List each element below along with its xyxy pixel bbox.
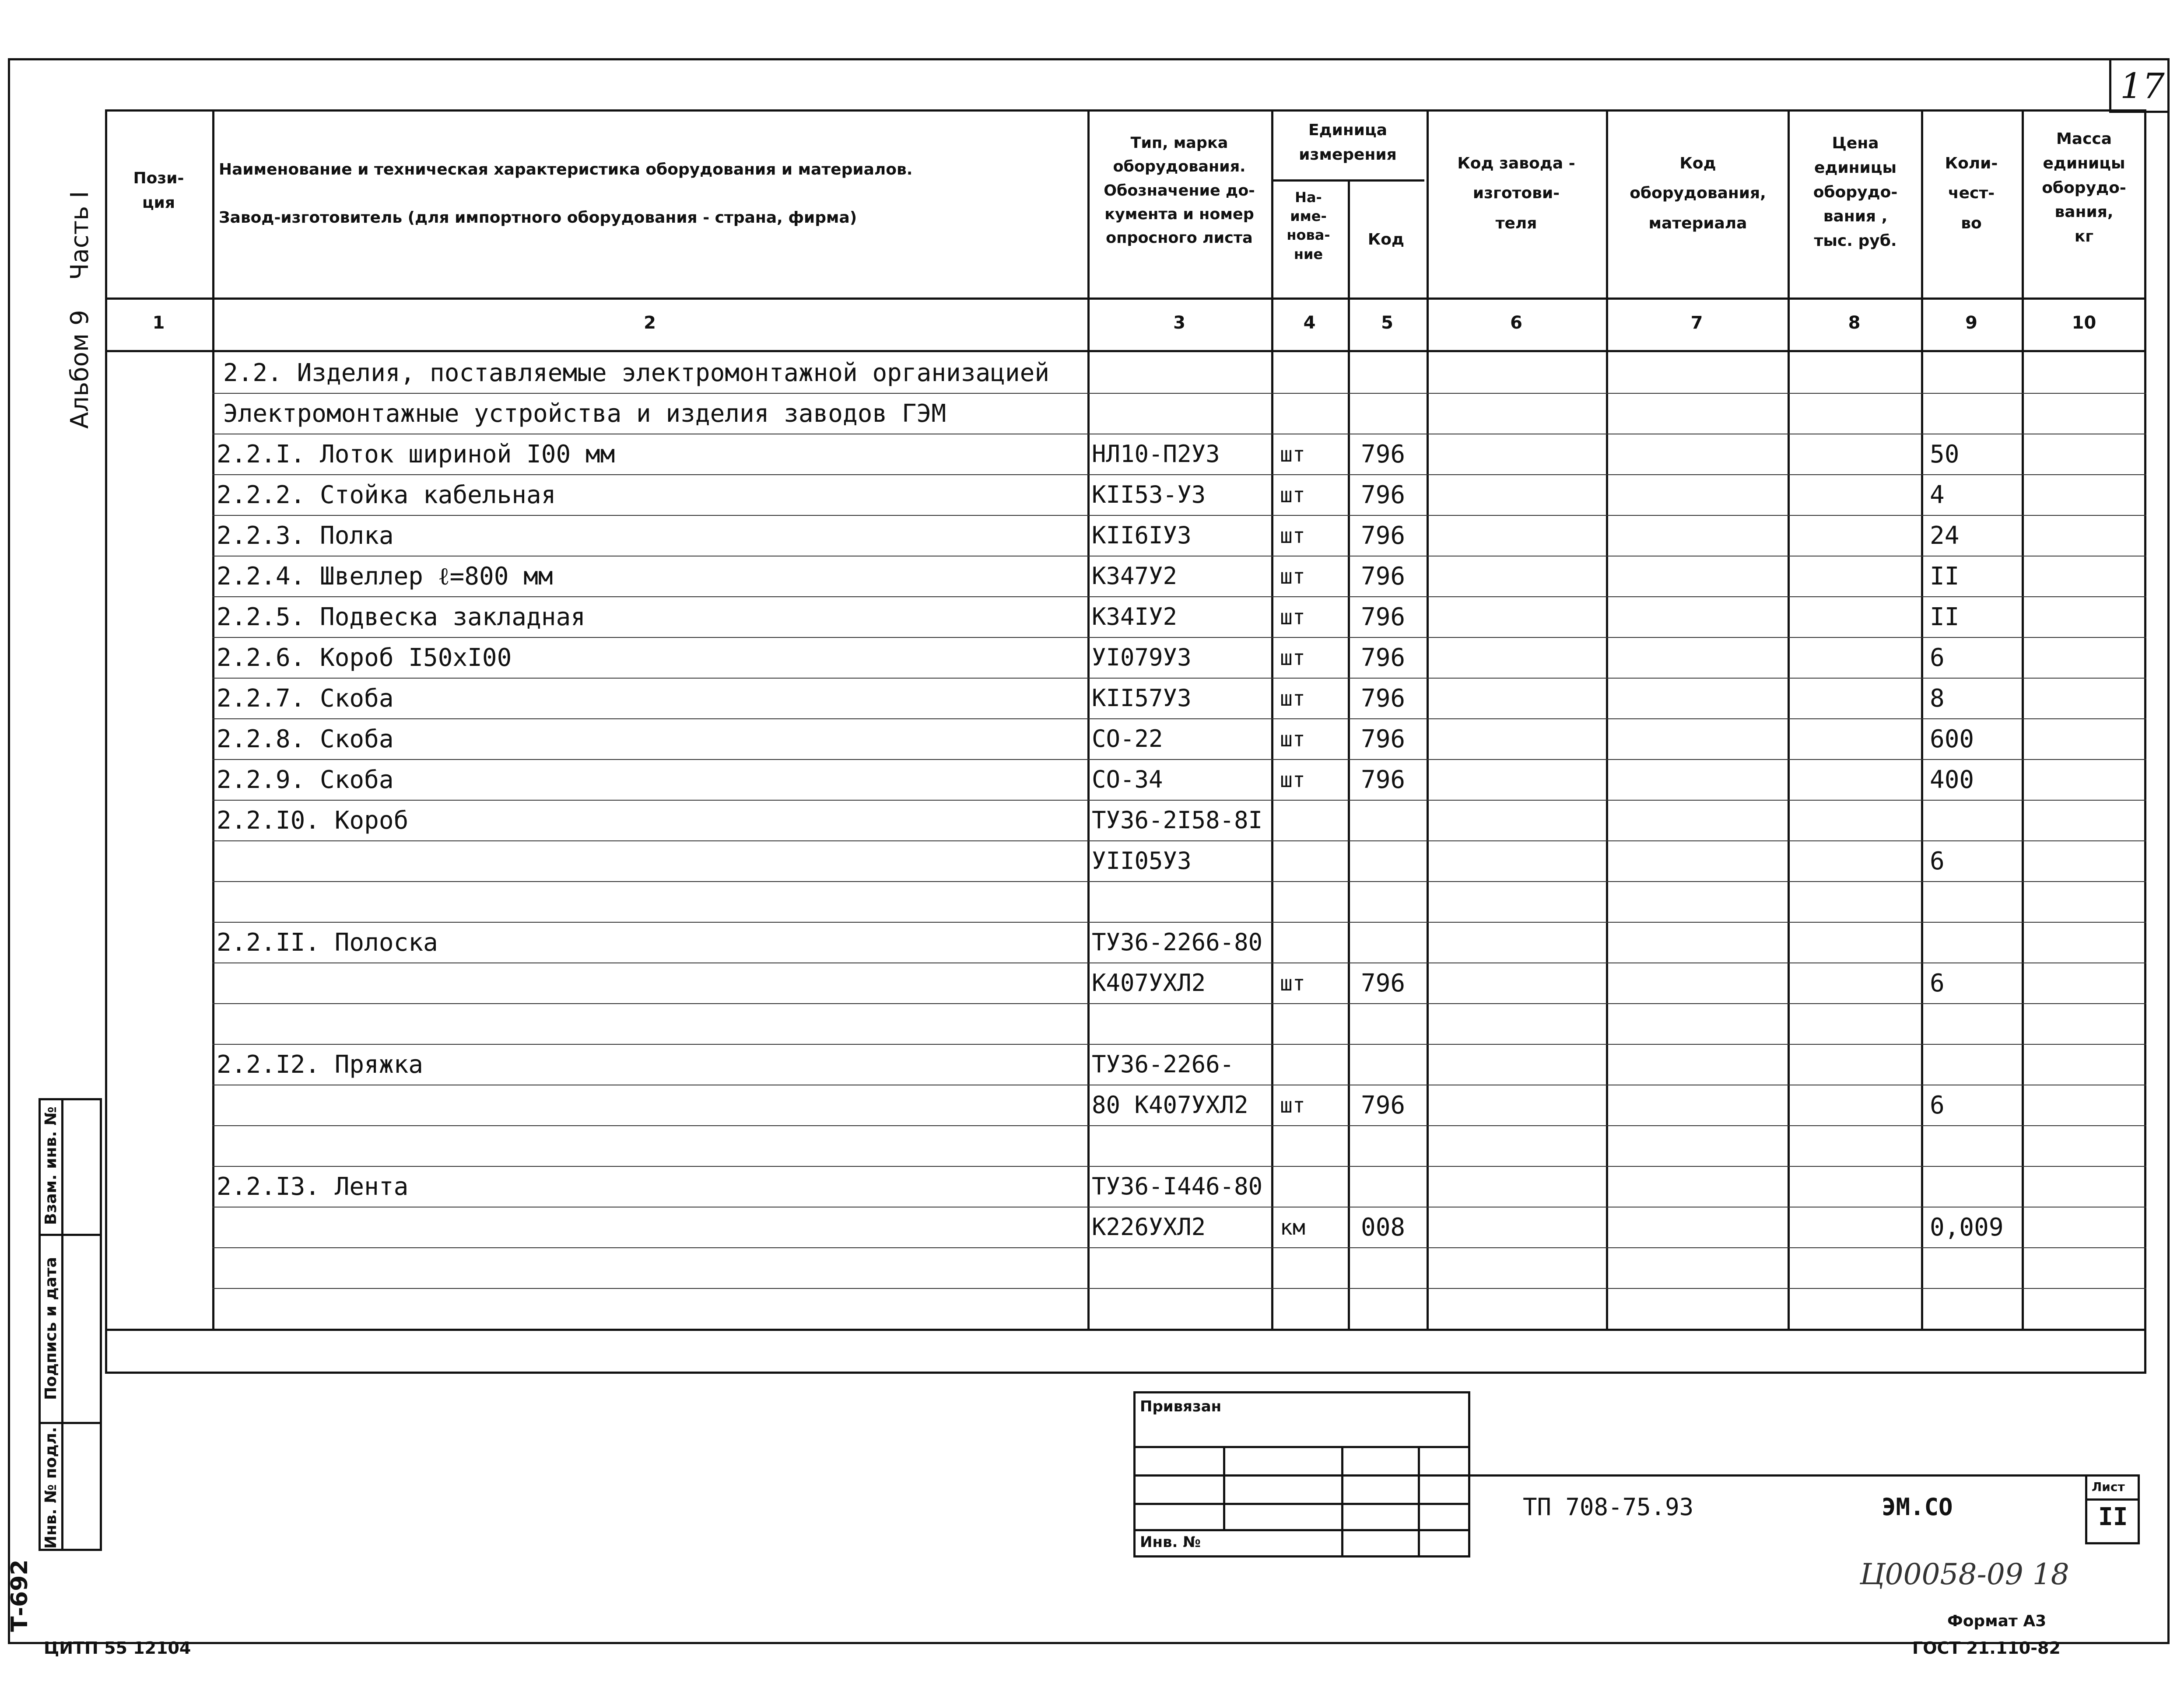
row-name: 2.2.2. Стойка кабельная (217, 481, 556, 509)
row-unit: шт (1280, 605, 1305, 630)
doc-code-box (1470, 1474, 2140, 1477)
row-type: К226УХЛ2 (1092, 1213, 1206, 1241)
row-line (212, 678, 2146, 679)
gost-label: ГОСТ 21.110-82 (1912, 1638, 2061, 1658)
row-quantity: 6 (1930, 644, 1945, 672)
row-name: 2.2.I3. Лента (217, 1172, 409, 1201)
column-number: 10 (2072, 313, 2096, 333)
row-line (212, 1125, 2146, 1126)
row-type: 80 К407УХЛ2 (1092, 1091, 1248, 1119)
bound-label: Привязан (1140, 1398, 1222, 1415)
doc-mark: ЭМ.СО (1882, 1493, 1953, 1521)
row-name: 2.2.9. Скоба (217, 766, 394, 794)
row-quantity: 0,009 (1930, 1213, 2004, 1242)
header-factory-code: Код завода - изготови- теля (1457, 154, 1575, 232)
row-line (212, 922, 2146, 923)
row-unit: шт (1280, 442, 1305, 467)
row-name: 2.2.I2. Пряжка (217, 1050, 424, 1079)
row-line (212, 800, 2146, 801)
column-number: 2 (644, 313, 656, 333)
row-quantity: 50 (1930, 440, 1960, 469)
row-type: УI079У3 (1092, 644, 1192, 671)
stamp-side-number: Т-692 (7, 1559, 33, 1632)
row-type: К34IУ2 (1092, 603, 1178, 630)
row-type: ТУ36-I446-80 (1092, 1172, 1263, 1200)
row-quantity: 24 (1930, 522, 1960, 550)
row-unit-code: 796 (1361, 440, 1406, 469)
row-unit: шт (1280, 971, 1305, 996)
row-quantity: 6 (1930, 1091, 1945, 1120)
row-type: СО-22 (1092, 725, 1163, 752)
row-name: 2.2.4. Швеллер ℓ=800 мм (217, 562, 553, 591)
row-name: 2.2.3. Полка (217, 522, 394, 550)
row-line (212, 474, 2146, 475)
row-line (212, 718, 2146, 719)
header-equipment-code: Код оборудования, материала (1630, 154, 1766, 232)
sheet-corner-number: 17 (2120, 66, 2165, 106)
header-price: Цена единицы оборудо- вания , тыс. руб. (1813, 134, 1898, 250)
row-name: 2.2.I. Лоток шириной I00 мм (217, 440, 615, 469)
row-line (212, 881, 2146, 882)
sheet-label: Лист (2092, 1480, 2125, 1494)
bound-vline (1341, 1446, 1343, 1558)
stamp-inv-replace: Взам. инв. № (42, 1106, 60, 1225)
row-quantity: 4 (1930, 481, 1945, 509)
row-unit-code: 796 (1361, 603, 1406, 631)
row-name: 2.2.II. Полоска (217, 928, 438, 957)
row-unit: шт (1280, 646, 1305, 670)
column-number: 6 (1510, 313, 1522, 333)
column-number: 9 (1965, 313, 1977, 333)
row-line (212, 515, 2146, 516)
header-type: Тип, марка оборудования. Обозначение до- кумента и номер опросного листа (1104, 134, 1255, 247)
row-type: К407УХЛ2 (1092, 969, 1206, 997)
row-unit-code: 796 (1361, 1091, 1406, 1120)
row-name: Электромонтажные устройства и изделия заводов ГЭМ (223, 399, 947, 428)
row-quantity: 600 (1930, 725, 1974, 753)
row-line (212, 596, 2146, 597)
column-number: 4 (1303, 313, 1316, 333)
bound-vline (1418, 1446, 1420, 1558)
row-unit: шт (1280, 1093, 1305, 1118)
row-type: КII6IУ3 (1092, 522, 1192, 549)
album-label: Альбом 9 (66, 310, 94, 429)
row-unit: шт (1280, 524, 1305, 548)
header-unit: Единица измерения (1299, 121, 1397, 164)
row-unit-code: 796 (1361, 522, 1406, 550)
column-number: 7 (1690, 313, 1703, 333)
row-line (212, 1166, 2146, 1167)
row-line (212, 1207, 2146, 1208)
row-unit: шт (1280, 483, 1305, 508)
row-unit: шт (1280, 686, 1305, 711)
row-name: 2.2.5. Подвеска закладная (217, 603, 585, 631)
column-number: 3 (1173, 313, 1185, 333)
table-bottom-line (105, 1329, 2146, 1331)
header-name-line1: Наименование и техническая характеристика оборудования и материалов. (219, 161, 913, 178)
row-type: ТУ36-2266-80 (1092, 928, 1263, 956)
header-mass: Масса единицы оборудо- вания, кг (2042, 130, 2126, 246)
column-number: 8 (1848, 313, 1861, 333)
row-unit-code: 796 (1361, 725, 1406, 753)
column-line (1348, 179, 1350, 1329)
colnum-bottom-line (105, 350, 2146, 352)
row-line (212, 1288, 2146, 1289)
row-type: ТУ36-2I58-8I (1092, 806, 1263, 834)
row-name: 2.2.I0. Короб (217, 806, 409, 835)
row-quantity: 6 (1930, 969, 1945, 998)
sheet-number: II (2098, 1503, 2128, 1531)
row-unit-code: 796 (1361, 684, 1406, 713)
handwritten-ref: Ц00058-09 18 (1860, 1558, 2069, 1591)
row-type: НЛ10-П2У3 (1092, 440, 1220, 468)
row-quantity: 400 (1930, 766, 1974, 794)
row-type: СО-34 (1092, 766, 1163, 793)
row-quantity: II (1930, 562, 1960, 591)
header-position: Пози- ция (133, 169, 184, 212)
row-unit-code: 796 (1361, 969, 1406, 998)
header-bottom-line (105, 298, 2146, 300)
part-label: Часть I (66, 191, 94, 280)
row-type: К347У2 (1092, 562, 1178, 590)
header-name-line2: Завод-изготовитель (для импортного оборудования - страна, фирма) (219, 209, 857, 227)
column-number: 1 (152, 313, 165, 333)
row-name: 2.2. Изделия, поставляемые электромонтажной организацией (223, 359, 1050, 387)
row-line (212, 1247, 2146, 1248)
sheet-box-line (2085, 1498, 2140, 1501)
header-unit-name: На- име- нова- ние (1287, 189, 1330, 262)
row-type: КII53-У3 (1092, 481, 1206, 508)
row-quantity: 6 (1930, 847, 1945, 875)
header-unit-code: Код (1367, 231, 1405, 248)
row-unit: шт (1280, 768, 1305, 792)
left-stamp-line (39, 1234, 102, 1236)
row-unit-code: 008 (1361, 1213, 1406, 1242)
row-line (212, 637, 2146, 638)
left-stamp-line (39, 1422, 102, 1424)
column-number: 5 (1381, 313, 1393, 333)
row-name: 2.2.8. Скоба (217, 725, 394, 753)
format-label: Формат А3 (1947, 1612, 2047, 1630)
stamp-sign-date: Подпись и дата (42, 1257, 60, 1400)
row-line (212, 962, 2146, 963)
inv-label: Инв. № (1140, 1533, 1201, 1551)
row-unit-code: 796 (1361, 481, 1406, 509)
row-line (212, 1044, 2146, 1045)
row-name: 2.2.7. Скоба (217, 684, 394, 713)
row-unit-code: 796 (1361, 766, 1406, 794)
row-line (212, 840, 2146, 841)
stamp-inv-orig: Инв. № подл. (42, 1427, 60, 1549)
left-stamp-divider (61, 1098, 63, 1551)
doc-code: ТП 708-75.93 (1523, 1493, 1694, 1521)
row-quantity: 8 (1930, 684, 1945, 713)
row-line (212, 1003, 2146, 1004)
row-line (212, 759, 2146, 760)
row-type: КII57У3 (1092, 684, 1192, 712)
bound-vline (1223, 1446, 1225, 1529)
row-unit: шт (1280, 564, 1305, 589)
row-unit-code: 796 (1361, 562, 1406, 591)
row-name: 2.2.6. Короб I50хI00 (217, 644, 512, 672)
row-unit: шт (1280, 727, 1305, 752)
row-unit-code: 796 (1361, 644, 1406, 672)
header-quantity: Коли- чест- во (1945, 154, 1998, 232)
row-unit: км (1280, 1215, 1305, 1240)
row-type: УII05У3 (1092, 847, 1192, 875)
row-type: ТУ36-2266- (1092, 1050, 1234, 1078)
row-line (212, 393, 2146, 394)
tsitp-label: ЦИТП 55 12104 (44, 1638, 191, 1658)
row-quantity: II (1930, 603, 1960, 631)
